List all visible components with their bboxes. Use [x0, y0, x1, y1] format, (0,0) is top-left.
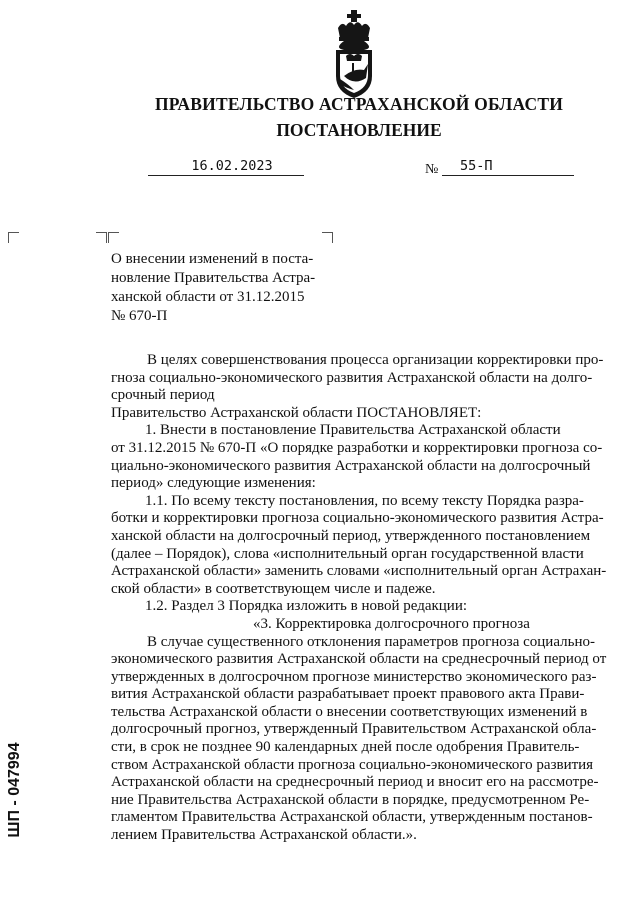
body-line: от 31.12.2015 № 670-П «О порядке разработки и корректировки прогноза со-	[111, 439, 603, 456]
body-line: ством Астраханской области прогноза социально-экономического развития	[111, 756, 594, 773]
coat-of-arms-icon	[324, 8, 384, 100]
body-line: (далее – Порядок), слова «исполнительный орган государственной власти	[111, 545, 584, 562]
document-number: 55-П	[442, 158, 574, 176]
body-line: В случае существенного отклонения параметров прогноза социально-	[147, 633, 595, 650]
body-line: ской области» в соответствующем числе и падеже.	[111, 580, 436, 597]
body-line: сти, в срок не позднее 90 календарных дней после одобрения Правитель-	[111, 739, 580, 756]
subject-line: № 670-П	[111, 308, 168, 324]
body-line: ние Правительства Астраханской области в порядке, предусмотренном Ре-	[111, 791, 590, 808]
body-line: ботки и корректировки прогноза социально-экономического развития Астра-	[111, 510, 604, 527]
serial-number: ШП - 047994	[6, 742, 23, 838]
subject-line: новление Правительства Астра-	[111, 270, 316, 286]
section-heading: «3. Корректировка долгосрочного прогноза	[253, 615, 530, 632]
document-date: 16.02.2023	[148, 158, 304, 176]
document-body	[111, 352, 608, 845]
body-line: лением Правительства Астраханской области.».	[111, 827, 417, 844]
body-line: Астраханской области» заменить словами «исполнительный орган Астрахан-	[111, 563, 607, 580]
body-line: Астраханской области на среднесрочный период и вносит его на рассмотре-	[111, 774, 599, 791]
body-line: долгосрочный прогноз, утвержденный Правительством Астраханской обла-	[111, 721, 597, 738]
corner-mark	[96, 232, 107, 243]
document-type: ПОСТАНОВЛЕНИЕ	[276, 120, 442, 140]
margin-serial-stamp	[4, 730, 26, 850]
organization-title: ПРАВИТЕЛЬСТВО АСТРАХАНСКОЙ ОБЛАСТИ	[154, 94, 564, 114]
body-line: 1. Внести в постановление Правительства Астраханской области	[145, 422, 561, 439]
body-line: Правительство Астраханской области ПОСТАНОВЛЯЕТ:	[111, 404, 482, 421]
body-line: циально-экономического развития Астраханской области на долгосрочный	[111, 457, 591, 474]
subject-line: ханской области от 31.12.2015	[111, 289, 305, 305]
body-line: ханской области на долгосрочный период, утвержденного постановлением	[111, 527, 591, 544]
number-label: №	[425, 162, 439, 177]
body-line: В целях совершенствования процесса организации корректировки про-	[147, 352, 604, 368]
subject-line: О внесении изменений в поста-	[111, 251, 314, 267]
body-line: экономического развития Астраханской области на среднесрочный период от	[111, 651, 607, 668]
corner-mark	[8, 232, 19, 243]
body-line: вития Астраханской области разрабатывает проект правового акта Прави-	[111, 686, 585, 703]
document-subject	[111, 250, 331, 326]
corner-mark	[322, 232, 333, 243]
body-line: гламентом Правительства Астраханской области, утвержденным постанов-	[111, 809, 593, 826]
corner-mark	[108, 232, 119, 243]
body-line: 1.1. По всему тексту постановления, по всему тексту Порядка разра-	[145, 492, 584, 509]
body-line: срочный период	[111, 387, 215, 404]
body-line: гноза социально-экономического развития Астраханской области на долго-	[111, 369, 593, 386]
body-line: тельства Астраханской области о внесении соответствующих изменений в	[111, 703, 588, 720]
body-line: утвержденных в долгосрочном прогнозе министерство экономического раз-	[111, 668, 597, 685]
body-line: 1.2. Раздел 3 Порядка изложить в новой редакции:	[145, 598, 468, 615]
body-line: период» следующие изменения:	[111, 475, 316, 492]
